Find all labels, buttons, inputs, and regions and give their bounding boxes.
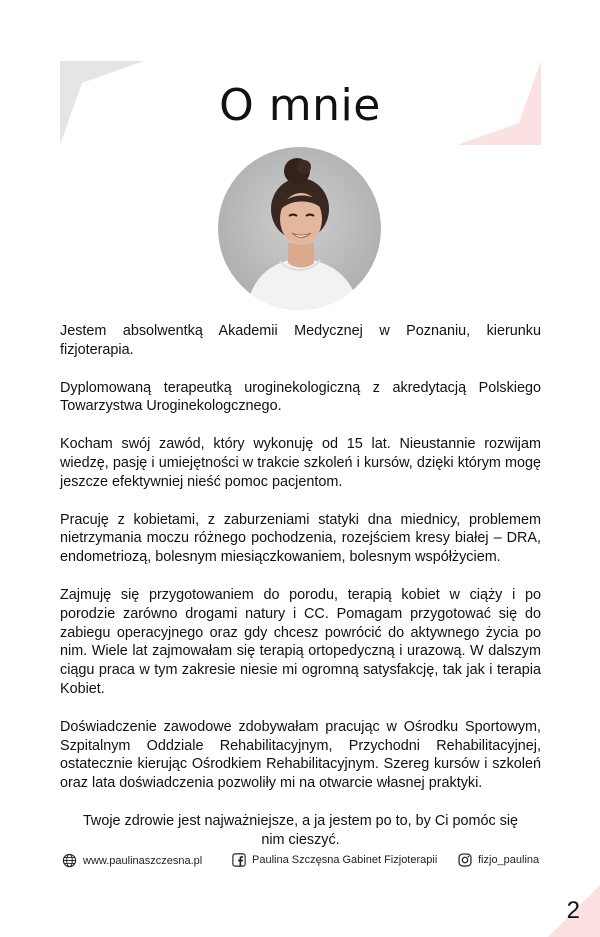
contact-footer: [62, 851, 540, 871]
instagram-icon: [458, 853, 472, 867]
bio-paragraph: Pracuję z kobietami, z zaburzeniami statyki dna miednicy, problemem nietrzymania moczu różnego pochodzenia, rozejściem kresy białej – DRA, endometriozą, bolesnym miesiączkowaniem, bolesnym współżyciem.: [60, 511, 541, 566]
instagram-link[interactable]: [458, 853, 539, 867]
facebook-icon: [232, 853, 246, 867]
page-number: 2: [566, 897, 580, 924]
profile-photo: [218, 147, 381, 310]
bio-text: [60, 322, 541, 869]
globe-icon: [62, 853, 77, 868]
bio-paragraph: Doświadczenie zawodowe zdobywałam pracując w Ośrodku Sportowym, Szpitalnym Oddziale Rehabilitacyjnym, Przychodni Rehabilitacyjnej, ostatecznie kierując Ośrodkiem Rehabilitacyjnym. Szereg kursów i szkoleń oraz lata doświadczenia pozwoliły mi na otwarcie własnej praktyki.: [60, 718, 541, 792]
website-text: www.paulinaszczesna.pl: [83, 854, 203, 867]
website-link[interactable]: [62, 853, 202, 868]
bio-paragraph: Zajmuję się przygotowaniem do porodu, terapią kobiet w ciąży i po porodzie zarówno drogami natury i CC. Pomagam przygotować się do zabiegu operacyjnego oraz gdy chcesz powrócić do aktywnego życia po nim. Wiele lat zajmowałam się terapią ortopedyczną i urazową. W dalszym ciągu praca w tym zakresie niesie mi ogromną satysfakcję, tak jak i terapia Kobiet.: [60, 586, 541, 697]
facebook-link[interactable]: [232, 853, 437, 867]
page-title: O mnie: [219, 80, 381, 131]
instagram-text: fizjo_paulina: [478, 854, 540, 866]
facebook-text: Paulina Szczęsna Gabinet Fizjoterapii: [252, 854, 438, 866]
closing-statement: Twoje zdrowie jest najważniejsze, a ja jestem po to, by Ci pomóc się nim cieszyć.: [82, 812, 519, 848]
bio-paragraph: Jestem absolwentką Akademii Medycznej w Poznaniu, kierunku fizjoterapia.: [60, 323, 541, 358]
bio-paragraph: Dyplomowaną terapeutką uroginekologiczną z akredytacją Polskiego Towarzystwa Uroginekologcznego.: [60, 379, 541, 415]
bio-paragraph: Kocham swój zawód, który wykonuję od 15 lat. Nieustannie rozwijam wiedzę, pasję i umiejętności w trakcie szkoleń i kursów, dzięki którym mogę jeszcze efektywniej nieść pomoc pacjentom.: [60, 436, 541, 490]
